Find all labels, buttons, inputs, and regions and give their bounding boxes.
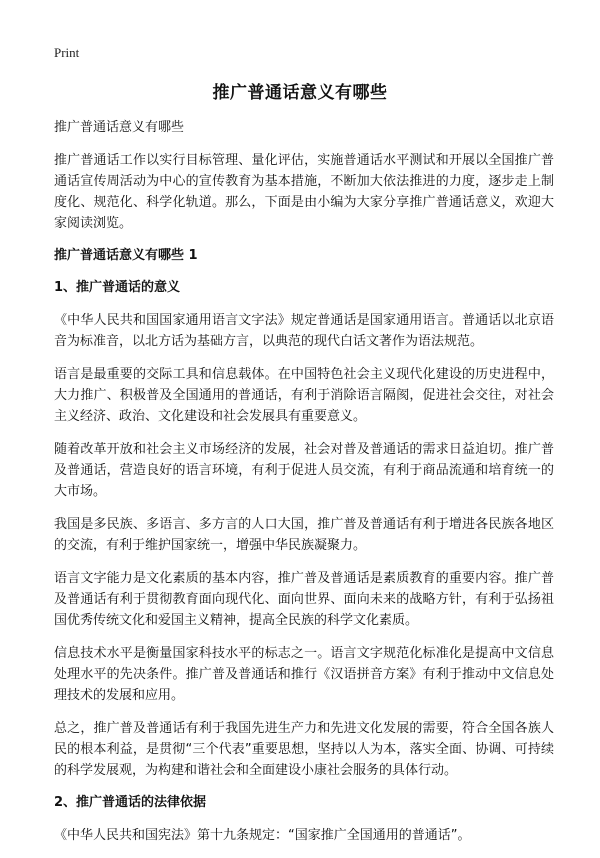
document-subtitle: 推广普通话意义有哪些: [54, 120, 185, 135]
document-body: [54, 118, 554, 858]
part1-heading: 1、推广普通话的意义: [54, 280, 181, 295]
document-title: 推广普通话意义有哪些: [212, 83, 388, 103]
part2-heading: 2、推广普通话的法律依据: [54, 795, 207, 810]
intro-paragraph: 推广普通话工作以实行目标管理、量化评估，实施普通话水平测试和开展以全国推广普通话宣传周活动为中心的宣传教育为基本措施，不断加大依法推进的力度，逐步走上制度化、规范化、科学化轨道。那么，下面是由小编为大家分享推广普通话意义，欢迎大家阅读浏览。: [54, 153, 554, 231]
section-heading: 推广普通话意义有哪些 1: [54, 248, 198, 263]
paragraph: 我国是多民族、多语言、多方言的人口大国，推广普及普通话有利于增进各民族各地区的交流，有利于维护国家统一，增强中华民族凝聚力。: [54, 517, 554, 553]
paragraph: 语言文字能力是文化素质的基本内容，推广普及普通话是素质教育的重要内容。推广普及普通话有利于贯彻教育面向现代化、面向世界、面向未来的战略方针，有利于弘扬祖国优秀传统文化和爱国主义精神，提高全民族的科学文化素质。: [54, 571, 554, 628]
paragraph: 《中华人民共和国宪法》第十九条规定：“国家推广全国通用的普通话”。: [54, 828, 471, 843]
paragraph: 语言是最重要的交际工具和信息载体。在中国特色社会主义现代化建设的历史进程中，大力推广、积极普及全国通用的普通话，有利于消除语言隔阂，促进社会交往，对社会主义经济、政治、文化建设和社会发展具有重要意义。: [54, 367, 554, 424]
print-link[interactable]: Print: [54, 45, 80, 60]
paragraph: 总之，推广普及普通话有利于我国先进生产力和先进文化发展的需要，符合全国各族人民的根本利益，是贯彻“三个代表”重要思想，坚持以人为本，落实全面、协调、可持续的科学发展观，为构建和谐社会和全面建设小康社会服务的具体行动。: [54, 721, 554, 778]
paragraph: 信息技术水平是衡量国家科技水平的标志之一。语言文字规范化标准化是提高中文信息处理水平的先决条件。推广普及普通话和推行《汉语拼音方案》有利于推动中文信息处理技术的发展和应用。: [54, 646, 554, 703]
paragraph: 《中华人民共和国国家通用语言文字法》规定普通话是国家通用语言。普通话以北京语音为标准音，以北方话为基础方言，以典范的现代白话文著作为语法规范。: [54, 313, 554, 349]
paragraph: 随着改革开放和社会主义市场经济的发展，社会对普及普通话的需求日益迫切。推广普及普通话，营造良好的语言环境，有利于促进人员交流，有利于商品流通和培育统一的大市场。: [54, 442, 554, 499]
